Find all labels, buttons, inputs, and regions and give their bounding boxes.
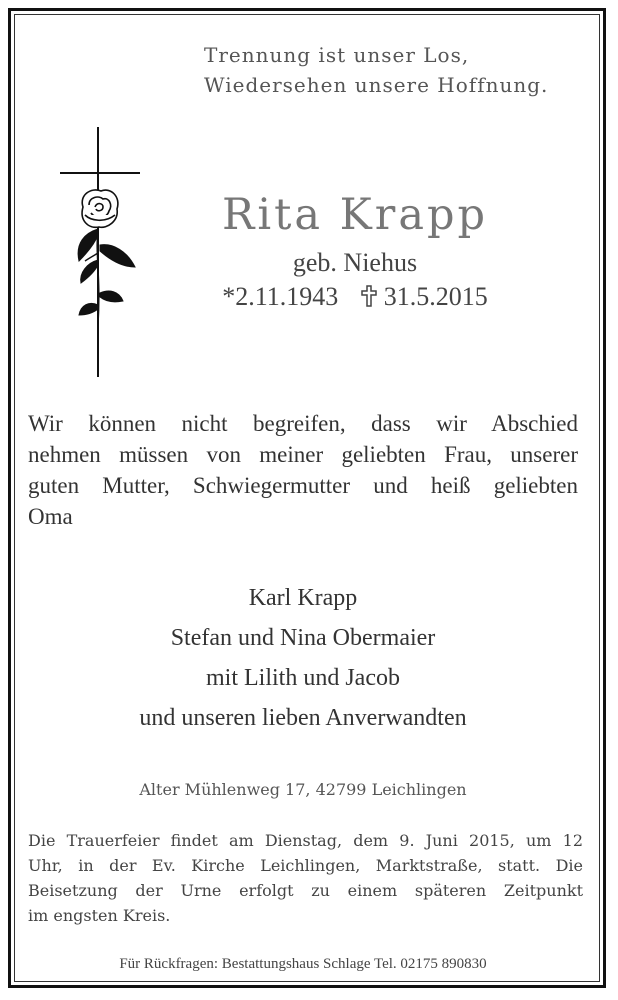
motto — [204, 40, 604, 100]
deceased-name: Rita Krapp — [221, 190, 489, 240]
motto-line-2: Wiedersehen unsere Hoffnung. — [204, 73, 549, 97]
footer-contact: Für Rückfragen: Bestattungshaus Schlage Tel. 02175 890830 — [119, 956, 487, 972]
service-line: im engsten Kreis. — [28, 906, 171, 925]
mourner: und unseren lieben Anverwandten — [139, 705, 467, 731]
service-line: Beisetzung der Urne erfolgt zu einem späteren Zeitpunkt — [28, 881, 583, 900]
intro-line: Oma — [28, 504, 73, 529]
birth-name: geb. Niehus — [292, 248, 418, 277]
mourner: Stefan und Nina Obermaier — [170, 625, 436, 651]
intro-paragraph — [28, 408, 578, 532]
mourners-list — [28, 578, 578, 738]
birth-date: *2.11.1943 — [222, 282, 339, 311]
cross-icon — [361, 285, 377, 307]
intro-line: Wir können nicht begreifen, dass wir Abschied — [28, 411, 578, 436]
intro-line: nehmen müssen von meiner geliebten Frau, unserer — [28, 442, 578, 467]
intro-line: guten Mutter, Schwiegermutter und heiß geliebten — [28, 473, 578, 498]
service-line: Uhr, in der Ev. Kirche Leichlingen, Marktstraße, statt. Die — [28, 856, 583, 875]
death-date: 31.5.2015 — [383, 282, 488, 311]
mourner: mit Lilith und Jacob — [206, 665, 400, 691]
service-line: Die Trauerfeier findet am Dienstag, dem 9. Juni 2015, um 12 — [28, 831, 583, 850]
mourner: Karl Krapp — [248, 585, 358, 611]
cross-with-rose-icon — [55, 125, 145, 380]
motto-line-1: Trennung ist unser Los, — [204, 43, 470, 67]
service-paragraph — [28, 828, 583, 928]
life-dates — [170, 282, 540, 312]
address: Alter Mühlenweg 17, 42799 Leichlingen — [139, 780, 467, 799]
